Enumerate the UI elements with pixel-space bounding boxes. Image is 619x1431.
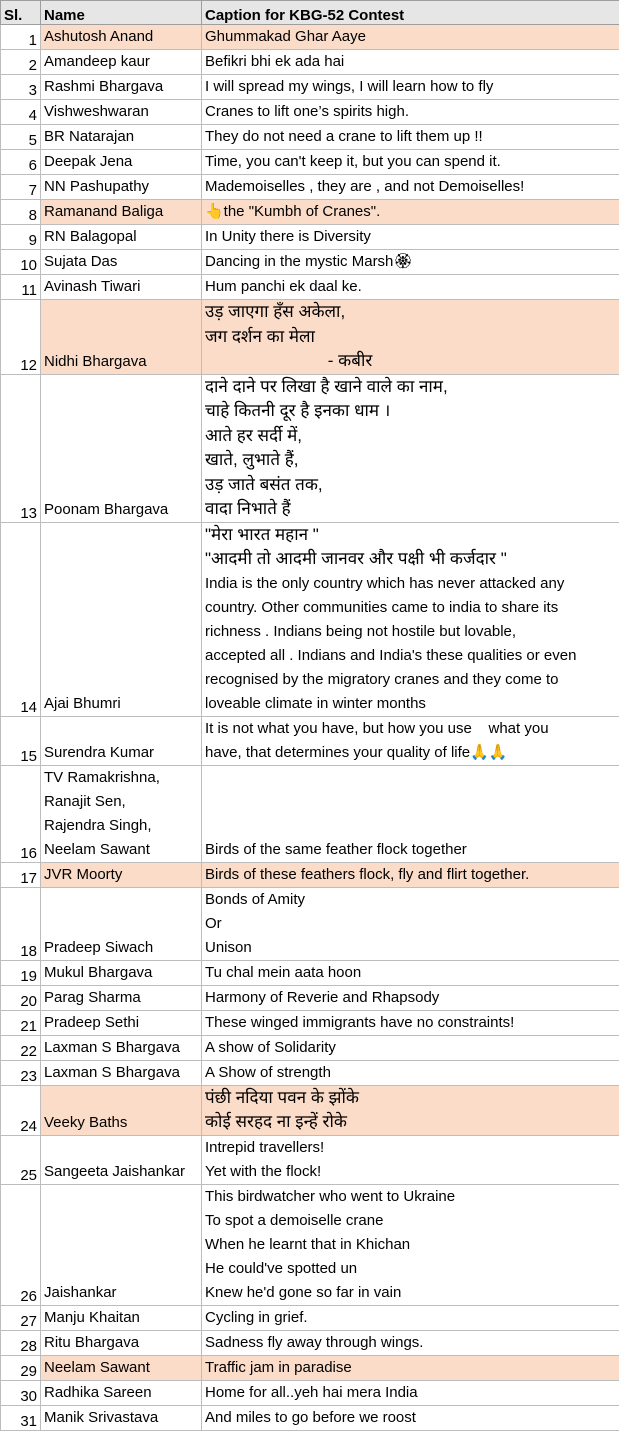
row-number: 9 xyxy=(1,225,41,250)
table-row xyxy=(1,985,619,1010)
row-number: 13 xyxy=(1,374,41,522)
header-name: Name xyxy=(41,1,202,25)
name-line: Jaishankar xyxy=(44,1281,198,1305)
caption-line: country. Other communities came to india to share its xyxy=(205,596,616,620)
row-number: 31 xyxy=(1,1405,41,1430)
header-row xyxy=(1,1,619,25)
caption-line: Knew he'd gone so far in vain xyxy=(205,1281,616,1305)
name-line: Sangeeta Jaishankar xyxy=(44,1160,198,1184)
participant-name xyxy=(41,1060,202,1085)
table-row xyxy=(1,1355,619,1380)
name-line: Laxman S Bhargava xyxy=(44,1061,198,1085)
table-row xyxy=(1,75,619,100)
name-line: Laxman S Bhargava xyxy=(44,1036,198,1060)
row-number: 1 xyxy=(1,25,41,50)
participant-name xyxy=(41,175,202,200)
table-row xyxy=(1,50,619,75)
row-number: 19 xyxy=(1,960,41,985)
participant-name xyxy=(41,522,202,716)
caption-line: उड़ जाएगा हँस अकेला, xyxy=(205,300,616,325)
name-line: Veeky Baths xyxy=(44,1111,198,1135)
caption-cell xyxy=(202,50,619,75)
caption-line: Mademoiselles , they are , and not Demoiselles! xyxy=(205,175,616,199)
caption-cell xyxy=(202,175,619,200)
table-row xyxy=(1,25,619,50)
caption-line: Unison xyxy=(205,936,616,960)
caption-line: have, that determines your quality of life🙏🙏 xyxy=(205,741,616,765)
row-number: 18 xyxy=(1,887,41,960)
participant-name xyxy=(41,716,202,765)
caption-cell xyxy=(202,1380,619,1405)
name-line: TV Ramakrishna, xyxy=(44,766,198,790)
name-line: Avinash Tiwari xyxy=(44,275,198,299)
participant-name xyxy=(41,985,202,1010)
table-row xyxy=(1,887,619,960)
table-row xyxy=(1,1330,619,1355)
table-row xyxy=(1,862,619,887)
participant-name xyxy=(41,1355,202,1380)
caption-line: "मेरा भारत महान " xyxy=(205,523,616,548)
table-row xyxy=(1,1085,619,1135)
row-number: 20 xyxy=(1,985,41,1010)
caption-cell xyxy=(202,250,619,275)
caption-line: Home for all..yeh hai mera India xyxy=(205,1381,616,1405)
name-line: Sujata Das xyxy=(44,250,198,274)
caption-cell xyxy=(202,150,619,175)
table-row xyxy=(1,1035,619,1060)
caption-cell xyxy=(202,275,619,300)
participant-name xyxy=(41,862,202,887)
name-line: Neelam Sawant xyxy=(44,1356,198,1380)
caption-line: accepted all . Indians and India's these qualities or even xyxy=(205,644,616,668)
caption-line: पंछी नदिया पवन के झोंके xyxy=(205,1086,616,1111)
name-line: JVR Moorty xyxy=(44,863,198,887)
caption-line: दाने दाने पर लिखा है खाने वाले का नाम, xyxy=(205,375,616,400)
participant-name xyxy=(41,275,202,300)
name-line: Ranajit Sen, xyxy=(44,790,198,814)
caption-cell xyxy=(202,25,619,50)
caption-line: He could've spotted un xyxy=(205,1257,616,1281)
caption-line: And miles to go before we roost xyxy=(205,1406,616,1430)
row-number: 26 xyxy=(1,1184,41,1305)
name-line: Surendra Kumar xyxy=(44,741,198,765)
participant-name xyxy=(41,1135,202,1184)
table-row xyxy=(1,150,619,175)
row-number: 3 xyxy=(1,75,41,100)
header-sl: Sl. xyxy=(1,1,41,25)
participant-name xyxy=(41,100,202,125)
row-number: 17 xyxy=(1,862,41,887)
caption-line: Sadness fly away through wings. xyxy=(205,1331,616,1355)
participant-name xyxy=(41,200,202,225)
name-line: Ashutosh Anand xyxy=(44,25,198,49)
caption-cell xyxy=(202,862,619,887)
caption-line: Cycling in grief. xyxy=(205,1306,616,1330)
participant-name xyxy=(41,887,202,960)
row-number: 16 xyxy=(1,765,41,862)
table-row xyxy=(1,1060,619,1085)
caption-line: Intrepid travellers! xyxy=(205,1136,616,1160)
table-row xyxy=(1,1405,619,1430)
name-line: RN Balagopal xyxy=(44,225,198,249)
caption-cell xyxy=(202,1035,619,1060)
caption-cell xyxy=(202,960,619,985)
caption-cell xyxy=(202,100,619,125)
name-line: Ritu Bhargava xyxy=(44,1331,198,1355)
caption-cell xyxy=(202,300,619,375)
caption-line: Bonds of Amity xyxy=(205,888,616,912)
table-row xyxy=(1,1135,619,1184)
row-number: 28 xyxy=(1,1330,41,1355)
name-line: NN Pashupathy xyxy=(44,175,198,199)
row-number: 10 xyxy=(1,250,41,275)
caption-line: 👆the "Kumbh of Cranes". xyxy=(205,200,616,224)
participant-name xyxy=(41,225,202,250)
caption-line: Tu chal mein aata hoon xyxy=(205,961,616,985)
name-line: Nidhi Bhargava xyxy=(44,350,198,374)
row-number: 29 xyxy=(1,1355,41,1380)
caption-line: loveable climate in winter months xyxy=(205,692,616,716)
row-number: 22 xyxy=(1,1035,41,1060)
caption-cell xyxy=(202,75,619,100)
caption-line: A show of Solidarity xyxy=(205,1036,616,1060)
participant-name xyxy=(41,300,202,375)
participant-name xyxy=(41,125,202,150)
participant-name xyxy=(41,1380,202,1405)
row-number: 30 xyxy=(1,1380,41,1405)
table-row xyxy=(1,1305,619,1330)
table-row xyxy=(1,300,619,375)
name-line: Ramanand Baliga xyxy=(44,200,198,224)
caption-line: वादा निभाते हैं xyxy=(205,497,616,522)
table-row xyxy=(1,960,619,985)
caption-line: जग दर्शन का मेला xyxy=(205,325,616,350)
caption-line: To spot a demoiselle crane xyxy=(205,1209,616,1233)
row-number: 21 xyxy=(1,1010,41,1035)
row-number: 24 xyxy=(1,1085,41,1135)
name-line: Manju Khaitan xyxy=(44,1306,198,1330)
name-line: Pradeep Siwach xyxy=(44,936,198,960)
table-row xyxy=(1,250,619,275)
table-row xyxy=(1,716,619,765)
table-row xyxy=(1,275,619,300)
caption-line: Time, you can't keep it, but you can spend it. xyxy=(205,150,616,174)
row-number: 5 xyxy=(1,125,41,150)
caption-cell xyxy=(202,985,619,1010)
name-line: Pradeep Sethi xyxy=(44,1011,198,1035)
table-row xyxy=(1,100,619,125)
table-row xyxy=(1,765,619,862)
caption-cell xyxy=(202,1184,619,1305)
name-line: Rajendra Singh, xyxy=(44,814,198,838)
caption-line: Birds of these feathers flock, fly and flirt together. xyxy=(205,863,616,887)
table-row xyxy=(1,225,619,250)
name-line: Radhika Sareen xyxy=(44,1381,198,1405)
table-row xyxy=(1,1184,619,1305)
caption-cell xyxy=(202,522,619,716)
caption-line: Hum panchi ek daal ke. xyxy=(205,275,616,299)
caption-line: It is not what you have, but how you use what you xyxy=(205,717,616,741)
row-number: 12 xyxy=(1,300,41,375)
participant-name xyxy=(41,75,202,100)
participant-name xyxy=(41,150,202,175)
caption-cell xyxy=(202,1135,619,1184)
table-row xyxy=(1,1380,619,1405)
caption-line: Dancing in the mystic Marsh🏵 xyxy=(205,250,616,274)
table-row xyxy=(1,200,619,225)
caption-line: India is the only country which has never attacked any xyxy=(205,572,616,596)
participant-name xyxy=(41,1305,202,1330)
name-line: Rashmi Bhargava xyxy=(44,75,198,99)
caption-cell xyxy=(202,1355,619,1380)
row-number: 27 xyxy=(1,1305,41,1330)
caption-line: recognised by the migratory cranes and they come to xyxy=(205,668,616,692)
caption-line: They do not need a crane to lift them up !! xyxy=(205,125,616,149)
row-number: 8 xyxy=(1,200,41,225)
caption-line: These winged immigrants have no constraints! xyxy=(205,1011,616,1035)
name-line: Deepak Jena xyxy=(44,150,198,174)
row-number: 25 xyxy=(1,1135,41,1184)
caption-line: Or xyxy=(205,912,616,936)
caption-line: Ghummakad Ghar Aaye xyxy=(205,25,616,49)
caption-cell xyxy=(202,1330,619,1355)
name-line: Neelam Sawant xyxy=(44,838,198,862)
caption-line: Yet with the flock! xyxy=(205,1160,616,1184)
header-caption: Caption for KBG-52 Contest xyxy=(202,1,619,25)
participant-name xyxy=(41,1184,202,1305)
table-body xyxy=(1,25,619,1431)
caption-cell xyxy=(202,1060,619,1085)
caption-line: In Unity there is Diversity xyxy=(205,225,616,249)
participant-name xyxy=(41,250,202,275)
row-number: 4 xyxy=(1,100,41,125)
caption-line: When he learnt that in Khichan xyxy=(205,1233,616,1257)
table-row xyxy=(1,175,619,200)
caption-line: richness . Indians being not hostile but lovable, xyxy=(205,620,616,644)
caption-cell xyxy=(202,887,619,960)
caption-cell xyxy=(202,765,619,862)
name-line: Manik Srivastava xyxy=(44,1406,198,1430)
caption-line: I will spread my wings, I will learn how to fly xyxy=(205,75,616,99)
name-line: Mukul Bhargava xyxy=(44,961,198,985)
name-line: Ajai Bhumri xyxy=(44,692,198,716)
caption-line: Befikri bhi ek ada hai xyxy=(205,50,616,74)
caption-line: चाहे कितनी दूर है इनका धाम । xyxy=(205,399,616,424)
participant-name xyxy=(41,1085,202,1135)
caption-cell xyxy=(202,225,619,250)
name-line: Parag Sharma xyxy=(44,986,198,1010)
name-line: Amandeep kaur xyxy=(44,50,198,74)
caption-cell xyxy=(202,1085,619,1135)
table-row xyxy=(1,1010,619,1035)
table-row xyxy=(1,522,619,716)
participant-name xyxy=(41,960,202,985)
caption-line: This birdwatcher who went to Ukraine xyxy=(205,1185,616,1209)
participant-name xyxy=(41,1035,202,1060)
caption-line: Harmony of Reverie and Rhapsody xyxy=(205,986,616,1010)
caption-cell xyxy=(202,1010,619,1035)
row-number: 2 xyxy=(1,50,41,75)
caption-line: खाते, लुभाते हैं, xyxy=(205,448,616,473)
participant-name xyxy=(41,1330,202,1355)
caption-line: Traffic jam in paradise xyxy=(205,1356,616,1380)
row-number: 7 xyxy=(1,175,41,200)
name-line: Vishweshwaran xyxy=(44,100,198,124)
caption-line: उड़ जाते बसंत तक, xyxy=(205,473,616,498)
participant-name xyxy=(41,50,202,75)
caption-cell xyxy=(202,200,619,225)
caption-cell xyxy=(202,716,619,765)
table-row xyxy=(1,374,619,522)
caption-line: "आदमी तो आदमी जानवर और पक्षी भी कर्जदार " xyxy=(205,547,616,572)
caption-cell xyxy=(202,1405,619,1430)
caption-line: Cranes to lift one’s spirits high. xyxy=(205,100,616,124)
table-row xyxy=(1,125,619,150)
caption-cell xyxy=(202,374,619,522)
row-number: 11 xyxy=(1,275,41,300)
participant-name xyxy=(41,1010,202,1035)
name-line: Poonam Bhargava xyxy=(44,498,198,522)
participant-name xyxy=(41,1405,202,1430)
participant-name xyxy=(41,25,202,50)
row-number: 14 xyxy=(1,522,41,716)
caption-line: A Show of strength xyxy=(205,1061,616,1085)
caption-line: आते हर सर्दी में, xyxy=(205,424,616,449)
caption-line: Birds of the same feather flock together xyxy=(205,838,616,862)
caption-line: - कबीर xyxy=(205,349,616,374)
name-line: BR Natarajan xyxy=(44,125,198,149)
caption-line: कोई सरहद ना इन्हें रोके xyxy=(205,1110,616,1135)
row-number: 6 xyxy=(1,150,41,175)
row-number: 15 xyxy=(1,716,41,765)
row-number: 23 xyxy=(1,1060,41,1085)
participant-name xyxy=(41,765,202,862)
caption-cell xyxy=(202,1305,619,1330)
caption-cell xyxy=(202,125,619,150)
participant-name xyxy=(41,374,202,522)
